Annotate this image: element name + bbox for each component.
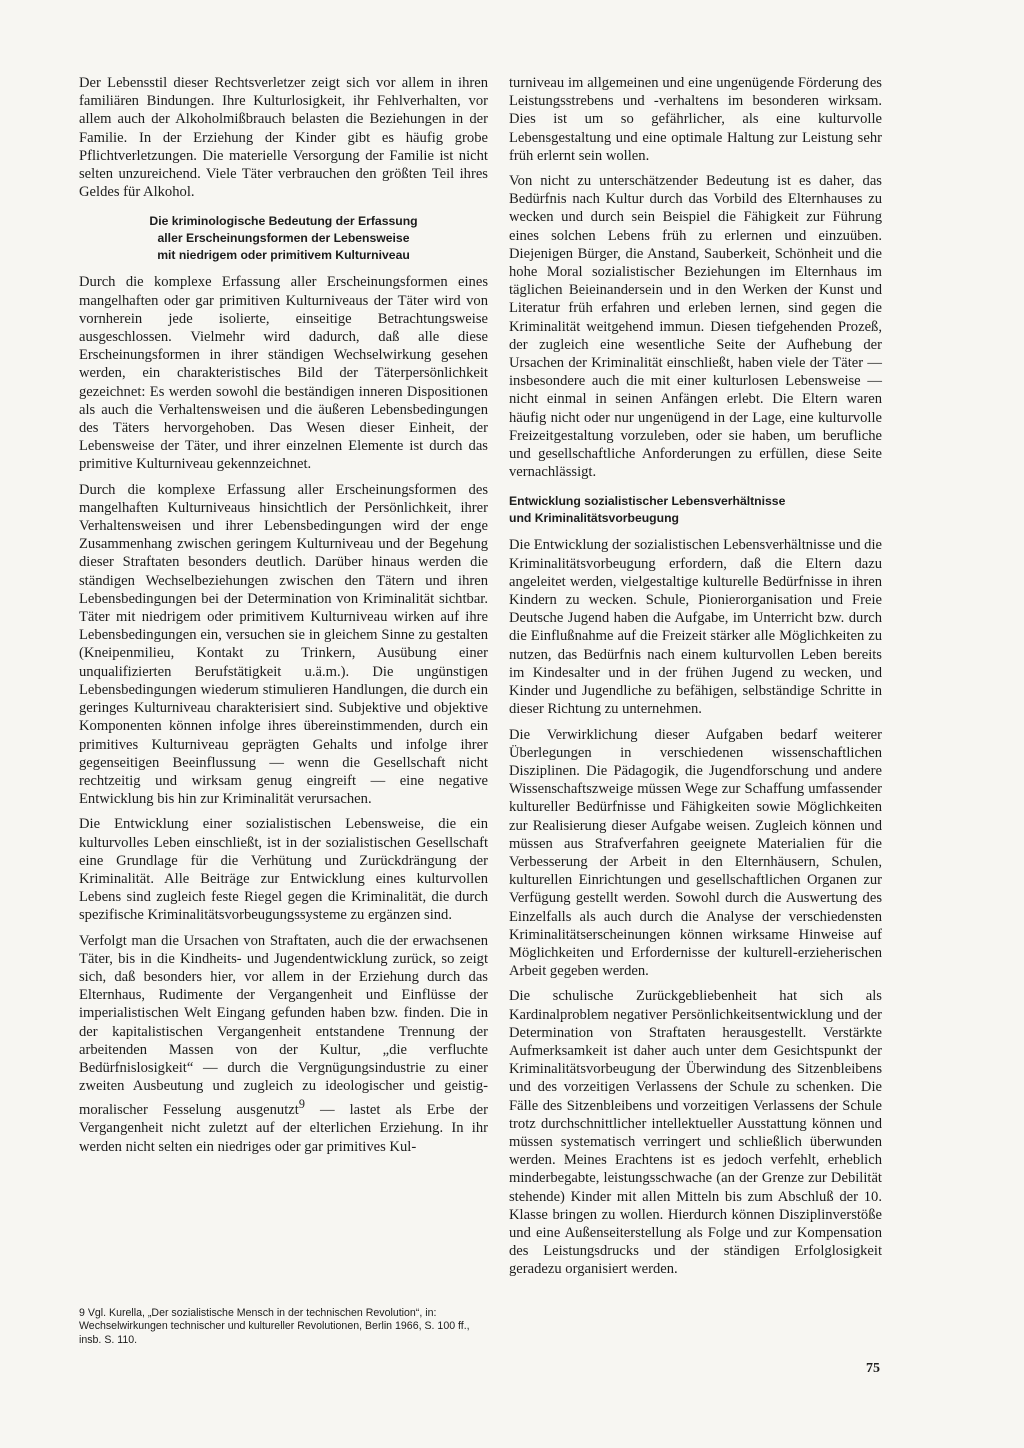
section-heading xyxy=(79,213,488,264)
paragraph xyxy=(79,932,488,1156)
paragraph: Durch die komplexe Erfassung aller Erscheinungsformen des mangelhaften Kulturniveaus hinsichtlich der Persönlichkeit, ihrer Verhaltensweisen und ihrer Lebensbedingungen wird der enge Zusammenhang zwischen geringem Kulturniveau und der Begehung dieser Straftaten besonders deutlich. Darüber hinaus werden die ständigen Wechselbeziehungen zwischen den Tätern und ihren Lebensbedingungen bei der Determination von Kriminalität sichtbar. Täter mit niedrigem oder primitivem Kulturniveau wirken auf ihre Lebensbedingungen ein, versuchen sie in gleichem Sinne zu gestalten (Kneipenmilieu, Kontakt zu Trinkern, Ausübung einer unqualifizierten Berufstätigkeit u.ä.m.). Die ungünstigen Lebensbedingungen wiederum stimulieren Handlungen, die durch ein geringes Kulturniveau charakterisiert sind. Subjektive und objektive Komponenten können infolge ihres übereinstimmenden, durch ein primitives Kulturniveau geprägten Gehalts und infolge ihrer gegenseitigen Beeinflussung — wenn die Gesellschaft nicht rechtzeitig und wirksam genug eingreift — eine negative Entwicklung bis hin zur Kriminalität verursachen. xyxy=(79,481,488,808)
paragraph: Die Verwirklichung dieser Aufgaben bedarf weiterer Überlegungen in verschiedenen wissenschaftlichen Disziplinen. Die Pädagogik, die Jugendforschung und andere Wissenschaftszweige müssen Wege zur Schaffung umfassender kultureller Bedürfnisse und Fähigkeiten sowie Möglichkeiten zur Realisierung dieser Aufgabe weisen. Zugleich können und müssen aus Strafverfahren geeignete Materialien für die Verbesserung der Arbeit in den Elternhäusern, Schulen, kulturellen Einrichtungen und gesellschaftlichen Organen zur Verfügung gestellt werden. Sowohl durch die Auswertung des Einzelfalls als auch durch die Analyse der verschiedensten Kriminalitätserscheinungen können wirksame Hinweise auf Möglichkeiten und Erfordernisse der kulturell-erzieherischen Arbeit gegeben werden. xyxy=(509,726,882,980)
footnote-reference: 9 xyxy=(298,1097,305,1112)
footnote: 9 Vgl. Kurella, „Der sozialistische Mensch in der technischen Revolution“, in: Wechselwirkungen technischer und kultureller Revolutionen, Berlin 1966, S. 100 ff., insb. S. 110. xyxy=(79,1307,470,1346)
paragraph-text: — lastet als Erbe der Vergangenheit nicht zuletzt auf der elterlichen Erziehung. In ihr werden nicht selten ein niedriges oder gar primitives Kul- xyxy=(79,1102,489,1155)
heading-line: mit niedrigem oder primitivem Kulturniveau xyxy=(157,248,410,263)
paragraph: Der Lebensstil dieser Rechtsverletzer zeigt sich vor allem in ihren familiären Bindungen. Ihre Kulturlosigkeit, ihr Fehlverhalten, vor allem auch der Alkoholmißbrauch belasten die Beziehungen in der Familie. In der Erziehung der Kinder gibt es häufig grobe Pflichtverletzungen. Die materielle Versorgung der Familie ist nicht selten unzureichend. Viele Täter verbrauchen den größten Teil ihres Geldes für Alkohol. xyxy=(79,75,488,201)
left-column xyxy=(79,74,488,1163)
heading-line: Die kriminologische Bedeutung der Erfassung xyxy=(149,214,418,229)
heading-line: und Kriminalitätsvorbeugung xyxy=(509,511,679,526)
paragraph: Durch die komplexe Erfassung aller Erscheinungsformen eines mangelhaften oder gar primitiven Kulturniveaus der Täter wird von vornherein jede isolierte, einseitige Betrachtungsweise ausgeschlossen. Vielmehr wird dadurch, daß alle diese Erscheinungsformen in ihrer ständigen Wechselwirkung gesehen werden, ein charakteristisches Bild der Täterpersönlichkeit gezeichnet: Es werden sowohl die beständigen inneren Dispositionen als auch die Verhaltensweisen und die äußeren Lebensbedingungen des Täters hervorgehoben. Das Wesen dieser Einheit, der Lebensweise der Täter, und ihrer einzelnen Elemente ist durch das primitive Kulturniveau gekennzeichnet. xyxy=(79,274,488,473)
paragraph: Die Entwicklung der sozialistischen Lebensverhältnisse und die Kriminalitätsvorbeugung erfordern, daß die Eltern dazu angeleitet werden, vielgestaltige kulturelle Bedürfnisse in ihren Kindern zu wecken. Schule, Pionierorganisation und Freie Deutsche Jugend haben die Aufgabe, im Unterricht bzw. durch die Einflußnahme auf die Freizeit stärker alle Möglichkeiten zu nutzen, das Bedürfnis nach einem kulturvollen Leben bereits im Kindesalter und in der frühen Jugend zu wecken, und Kinder und Jugendliche zu befähigen, selbständige Schritte in dieser Richtung zu unternehmen. xyxy=(509,537,882,718)
right-column xyxy=(509,74,882,1286)
page-number: 75 xyxy=(866,1361,880,1376)
paragraph: Von nicht zu unterschätzender Bedeutung ist es daher, das Bedürfnis nach Kultur durch das Vorbild des Elternhauses zu wecken und durch sein Beispiel die Fähigkeit zur Führung eines solchen Lebens früh zu erlernen und einzuüben. Diejenigen Bürger, die Anstand, Sauberkeit, Schönheit und die hohe Moral sozialistischer Beziehungen im Elternhaus im täglichen Beieinandersein und in den Werken der Kunst und Literatur früh erfahren und erleben lernen, sind gegen die Kriminalität weitgehend immun. Diesen tiefgehenden Prozeß, der zugleich eine wesentliche Seite der Aufhebung der Ursachen der Kriminalität einschließt, haben viele der Täter — insbesondere auch die mit einer kulturlosen Lebensweise — nicht einmal in seinen Anfängen erlebt. Die Eltern waren häufig nicht oder nur ungenügend in der Lage, eine kulturvolle Freizeitgestaltung vorzuleben, oder sie haben, um berufliche und gesellschaftliche Anforderungen zu erfüllen, diese Seite vernachlässigt. xyxy=(509,173,882,481)
section-heading xyxy=(509,493,882,527)
heading-line: aller Erscheinungsformen der Lebensweise xyxy=(157,231,410,246)
paragraph: Die Entwicklung einer sozialistischen Lebensweise, die ein kulturvolles Leben einschließt, ist in der sozialistischen Gesellschaft eine Grundlage für die Verhütung und Zurückdrängung der Kriminalität. Alle Beiträge zur Entwicklung eines kulturvollen Lebens sind zugleich feste Riegel gegen die Kriminalität, die durch spezifische Kriminalitätsvorbeugungssysteme zu ergänzen sind. xyxy=(79,816,488,924)
heading-line: Entwicklung sozialistischer Lebensverhältnisse xyxy=(509,494,786,509)
paragraph: turniveau im allgemeinen und eine ungenügende Förderung des Leistungsstrebens und -verhaltens im besonderen wirksam. Dies ist um so gefährlicher, als eine kulturvolle Lebensgestaltung und eine optimale Haltung zur Leistung sehr früh erlernt sein wollen. xyxy=(509,75,882,164)
paragraph: Die schulische Zurückgebliebenheit hat sich als Kardinalproblem negativer Persönlichkeitsentwicklung und der Determination von Straftaten herausgestellt. Verstärkte Aufmerksamkeit ist daher auch unter dem Gesichtspunkt der Kriminalitätsvorbeugung der Überwindung des Sitzenbleibens und des vorzeitigen Verlassens der Schule zu schenken. Die Fälle des Sitzenbleibens und vorzeitigen Verlassens der Schule trotz durchschnittlicher intellektueller Ausstattung können und müssen systematisch verringert und schließlich überwunden werden. Meines Erachtens ist es jedoch verfehlt, erheblich minderbegabte, leistungsschwache (an der Grenze zur Debilität stehende) Kinder mit allen Mitteln bis zum Abschluß der 10. Klasse bringen zu wollen. Hierdurch können Disziplinverstöße und eine Außenseiterstellung als Folge und zur Kompensation des Leistungsdrucks und der ständigen Erfolglosigkeit geradezu organisiert werden. xyxy=(509,988,882,1278)
paragraph-text: Verfolgt man die Ursachen von Straftaten, auch die der erwachsenen Täter, bis in die Kindheits- und Jugendentwicklung zurück, so zeigt sich, daß besonders hier, vor allem in der Erziehung durch das Elternhaus, Rudimente der Vergangenheit und Einflüsse der imperialistischen Welt Eingang gefunden haben bzw. finden. Die in der kapitalistischen Vergangenheit entstandene Trennung der arbeitenden Massen von der Kultur, „die verfluchte Bedürfnislosigkeit“ — durch die Vergnügungsindustrie zu einer zweiten Ausbeutung und zugleich zu ideologischer und geistig-moralischer Fesselung ausgenutzt xyxy=(79,932,488,1119)
